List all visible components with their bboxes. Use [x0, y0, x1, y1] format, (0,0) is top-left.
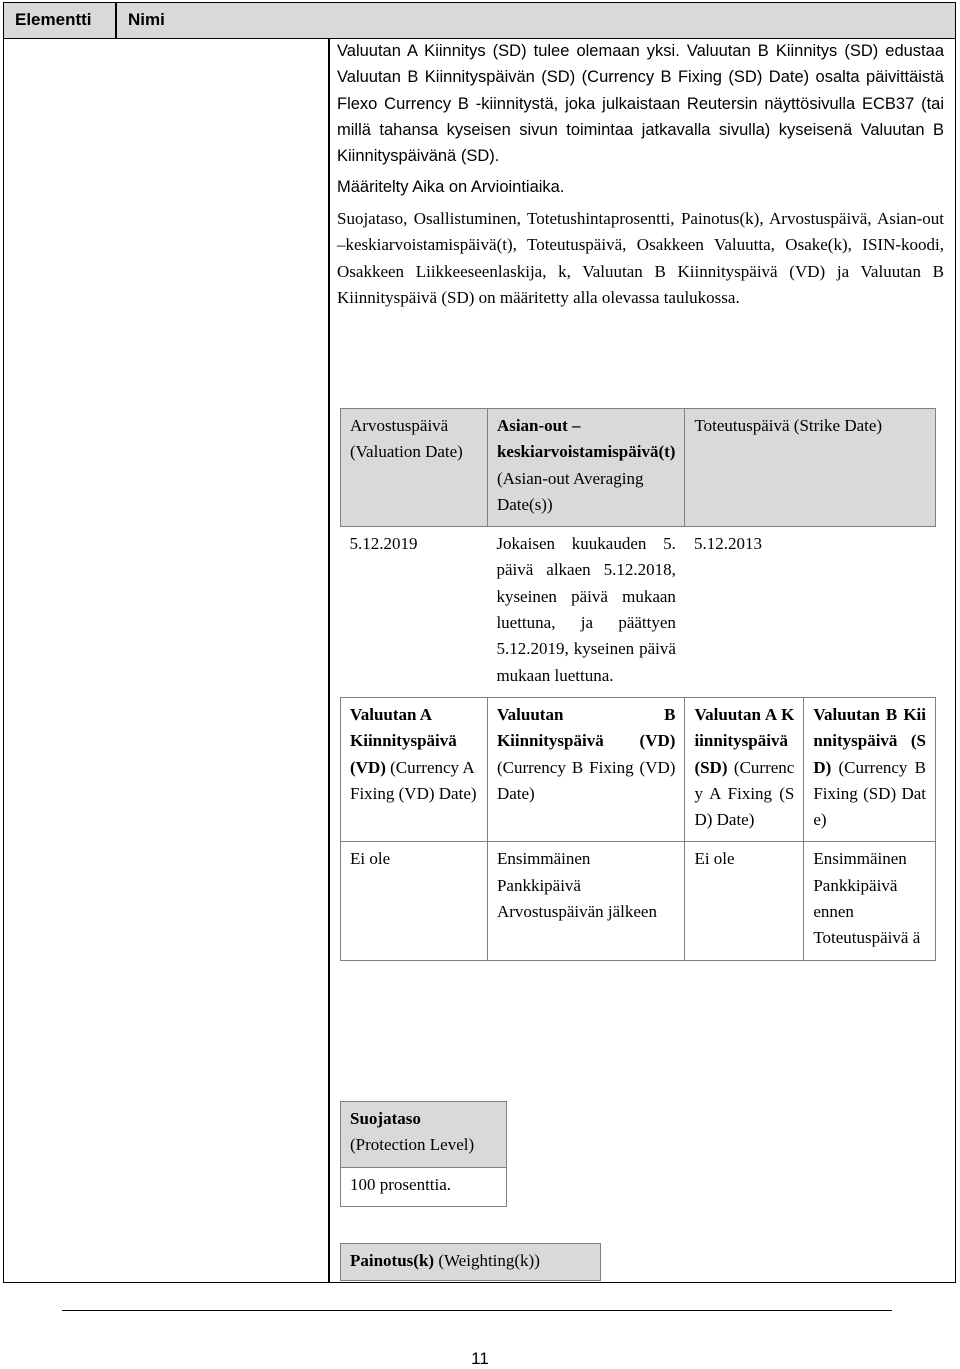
- weighting-header: Painotus(k) (Weighting(k)): [341, 1244, 601, 1281]
- currency-a-vd-header: Valuutan A Kiinnityspäivä (VD) (Currency A Fixing (VD) Date): [341, 697, 488, 841]
- currency-a-sd-value: Ei ole: [685, 842, 804, 960]
- protection-table: [340, 1101, 507, 1207]
- table-row: [341, 1167, 507, 1206]
- table-row: [341, 527, 936, 698]
- currency-a-sd-header: Valuutan A Kiinnityspäivä (SD) (Currency A Fixing (SD) Date): [685, 697, 804, 841]
- currency-b-vd-header: Valuutan B Kiinnityspäivä (VD) (Currency B Fixing (VD) Date): [487, 697, 685, 841]
- table-row: [341, 697, 936, 841]
- currency-b-sd-value: Ensimmäinen Pankkipäivä ennen Toteutuspäivä ä: [804, 842, 936, 960]
- protection-level-header: Suojataso (Protection Level): [341, 1102, 507, 1168]
- averaging-date-header: Asian-out – keskiarvoistamispäivä(t) (Asian-out Averaging Date(s)): [487, 409, 685, 527]
- table-row: [341, 409, 936, 527]
- paragraph-specified-time: Määritelty Aika on Arviointiaika.: [337, 178, 565, 196]
- averaging-date-value: Jokaisen kuukauden 5. päivä alkaen 5.12.2018, kyseinen päivä mukaan luettuna, ja päättyen 5.12.2019, kyseinen päivä mukaan luettuna.: [496, 534, 676, 685]
- footer-divider: [62, 1310, 892, 1311]
- header-nimi: Nimi: [128, 10, 165, 29]
- currency-a-vd-value: Ei ole: [341, 842, 488, 960]
- table-row: [341, 842, 936, 960]
- valuation-date-value: 5.12.2019: [349, 534, 418, 554]
- paragraph-fixing: Valuutan A Kiinnitys (SD) tulee olemaan yksi. Valuutan B Kiinnitys (SD) edustaa Valuutan B Kiinnityspäivän (SD) (Currency B Fixing (SD) Date) osalta päivittäistä Flexo Currency B -kiinnitystä, joka julkaistaan Reutersin näyttösivulla ECB37 (tai millä tahansa kyseisen sivun toimintaa jatkavalla sivulla) kyseisenä Valuutan B Kiinnityspäivänä (SD).: [337, 42, 944, 166]
- column-divider: [328, 39, 330, 1282]
- table-row: [341, 1244, 601, 1281]
- table-header: [4, 3, 955, 39]
- protection-level-value: 100 prosenttia.: [341, 1167, 507, 1206]
- valuation-date-header: Arvostuspäivä (Valuation Date): [341, 409, 488, 527]
- page-number: 11: [471, 1349, 489, 1368]
- header-divider: [115, 3, 117, 39]
- weighting-table: [340, 1243, 601, 1281]
- strike-date-header: Toteutuspäivä (Strike Date): [685, 409, 936, 527]
- paragraph-definitions: Suojataso, Osallistuminen, Totetushintaprosentti, Painotus(k), Arvostuspäivä, Asian-out –keskiarvoistamispäivä(t), Toteutuspäivä, Osakkeen Valuutta, Osake(k), ISIN-koodi, Osakkeen Liikkeeseenlaskija, k, Valuutan B Kiinnityspäivä (VD) ja Valuutan B Kiinnityspäivä (SD) on määritetty alla olevassa taulukossa.: [337, 209, 944, 307]
- strike-date-value: 5.12.2013: [693, 534, 762, 554]
- currency-b-vd-value: Ensimmäinen Pankkipäivä Arvostuspäivän jälkeen: [487, 842, 685, 960]
- header-elementti: Elementti: [15, 10, 92, 29]
- currency-b-sd-header: Valuutan B Kiinnityspäivä (SD) (Currency B Fixing (SD) Date): [804, 697, 936, 841]
- dates-table: [340, 408, 936, 961]
- table-row: [341, 1102, 507, 1168]
